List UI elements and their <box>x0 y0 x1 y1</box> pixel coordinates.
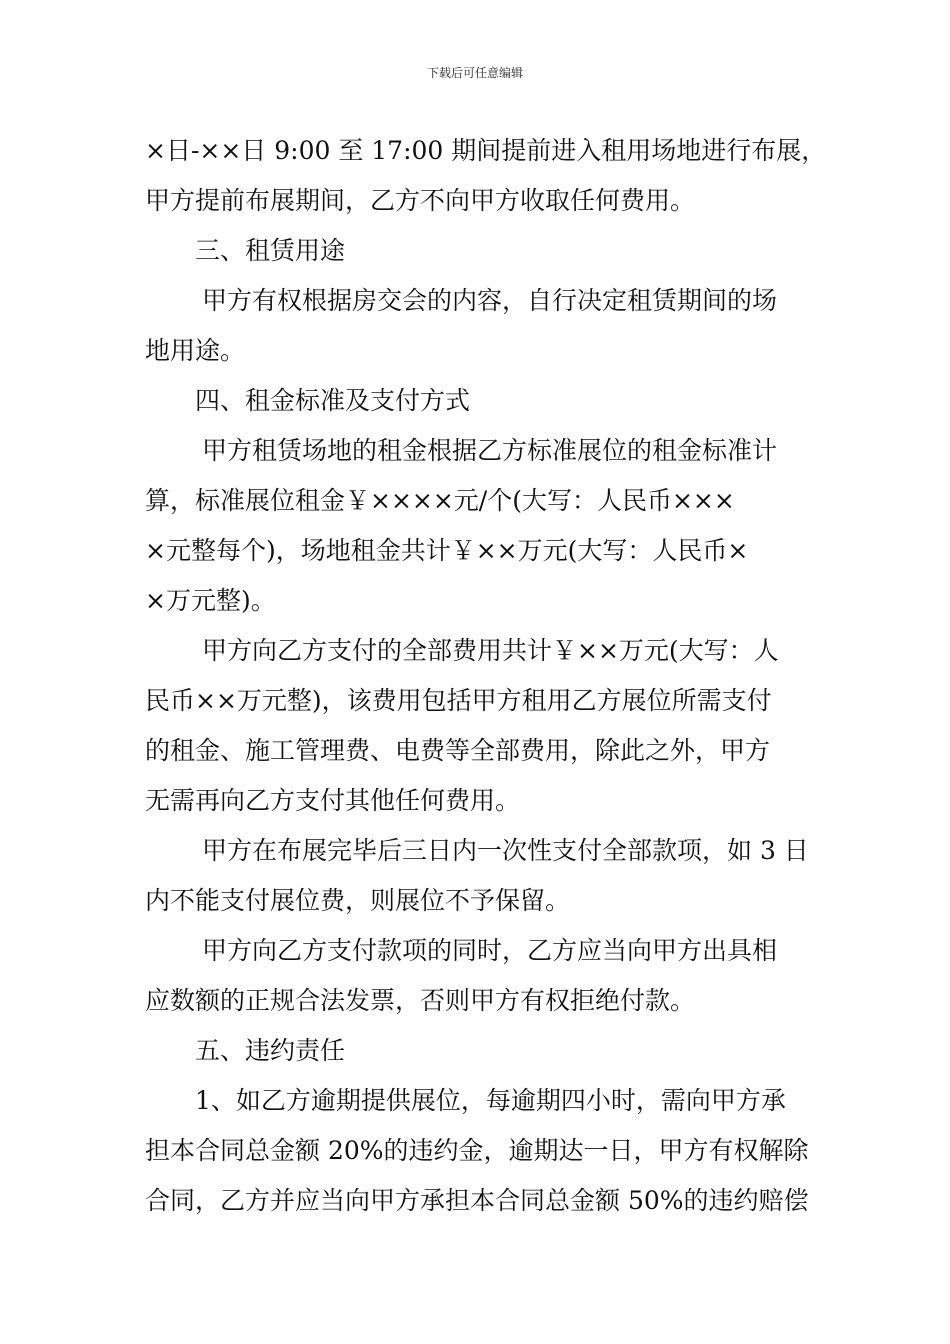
text-line: ×万元整)。 <box>145 586 276 615</box>
text-line: 的租金、施工管理费、电费等全部费用，除此之外，甲方 <box>145 736 771 765</box>
text-line: 甲方向乙方支付的全部费用共计￥××万元(大写：人 <box>202 636 779 665</box>
text-line: 应数额的正规合法发票，否则甲方有权拒绝付款。 <box>145 986 696 1015</box>
text-line: ×元整每个)，场地租金共计￥××万元(大写：人民币× <box>145 536 749 565</box>
document-body <box>145 126 835 1226</box>
text-line: 算，标准展位租金￥××××元/个(大写：人民币××× <box>145 486 735 515</box>
section-heading-5: 五、违约责任 <box>195 1036 346 1065</box>
page-header-note: 下载后可任意编辑 <box>426 66 523 80</box>
text-line: 无需再向乙方支付其他任何费用。 <box>145 786 521 815</box>
text-line: 内不能支付展位费，则展位不予保留。 <box>145 886 571 915</box>
text-line: 甲方提前布展期间，乙方不向甲方收取任何费用。 <box>145 186 696 215</box>
text-line: ×日-××日 9:00 至 17:00 期间提前进入租用场地进行布展， <box>145 136 827 165</box>
text-line: 地用途。 <box>145 336 246 365</box>
text-line: 甲方向乙方支付款项的同时，乙方应当向甲方出具相 <box>202 936 778 965</box>
section-heading-3: 三、租赁用途 <box>195 236 346 265</box>
text-line: 甲方有权根据房交会的内容，自行决定租赁期间的场 <box>202 286 778 315</box>
text-line: 民币××万元整)，该费用包括甲方租用乙方展位所需支付 <box>145 686 772 715</box>
text-line: 甲方在布展完毕后三日内一次性支付全部款项，如 3 日 <box>202 836 809 865</box>
text-line: 1、如乙方逾期提供展位，每逾期四小时，需向甲方承 <box>195 1086 786 1115</box>
text-line: 合同，乙方并应当向甲方承担本合同总金额 50%的违约赔偿 <box>145 1186 809 1215</box>
text-line: 担本合同总金额 20%的违约金，逾期达一日，甲方有权解除 <box>145 1136 809 1165</box>
text-line: 甲方租赁场地的租金根据乙方标准展位的租金标准计 <box>202 436 778 465</box>
section-heading-4: 四、租金标准及支付方式 <box>195 386 471 415</box>
